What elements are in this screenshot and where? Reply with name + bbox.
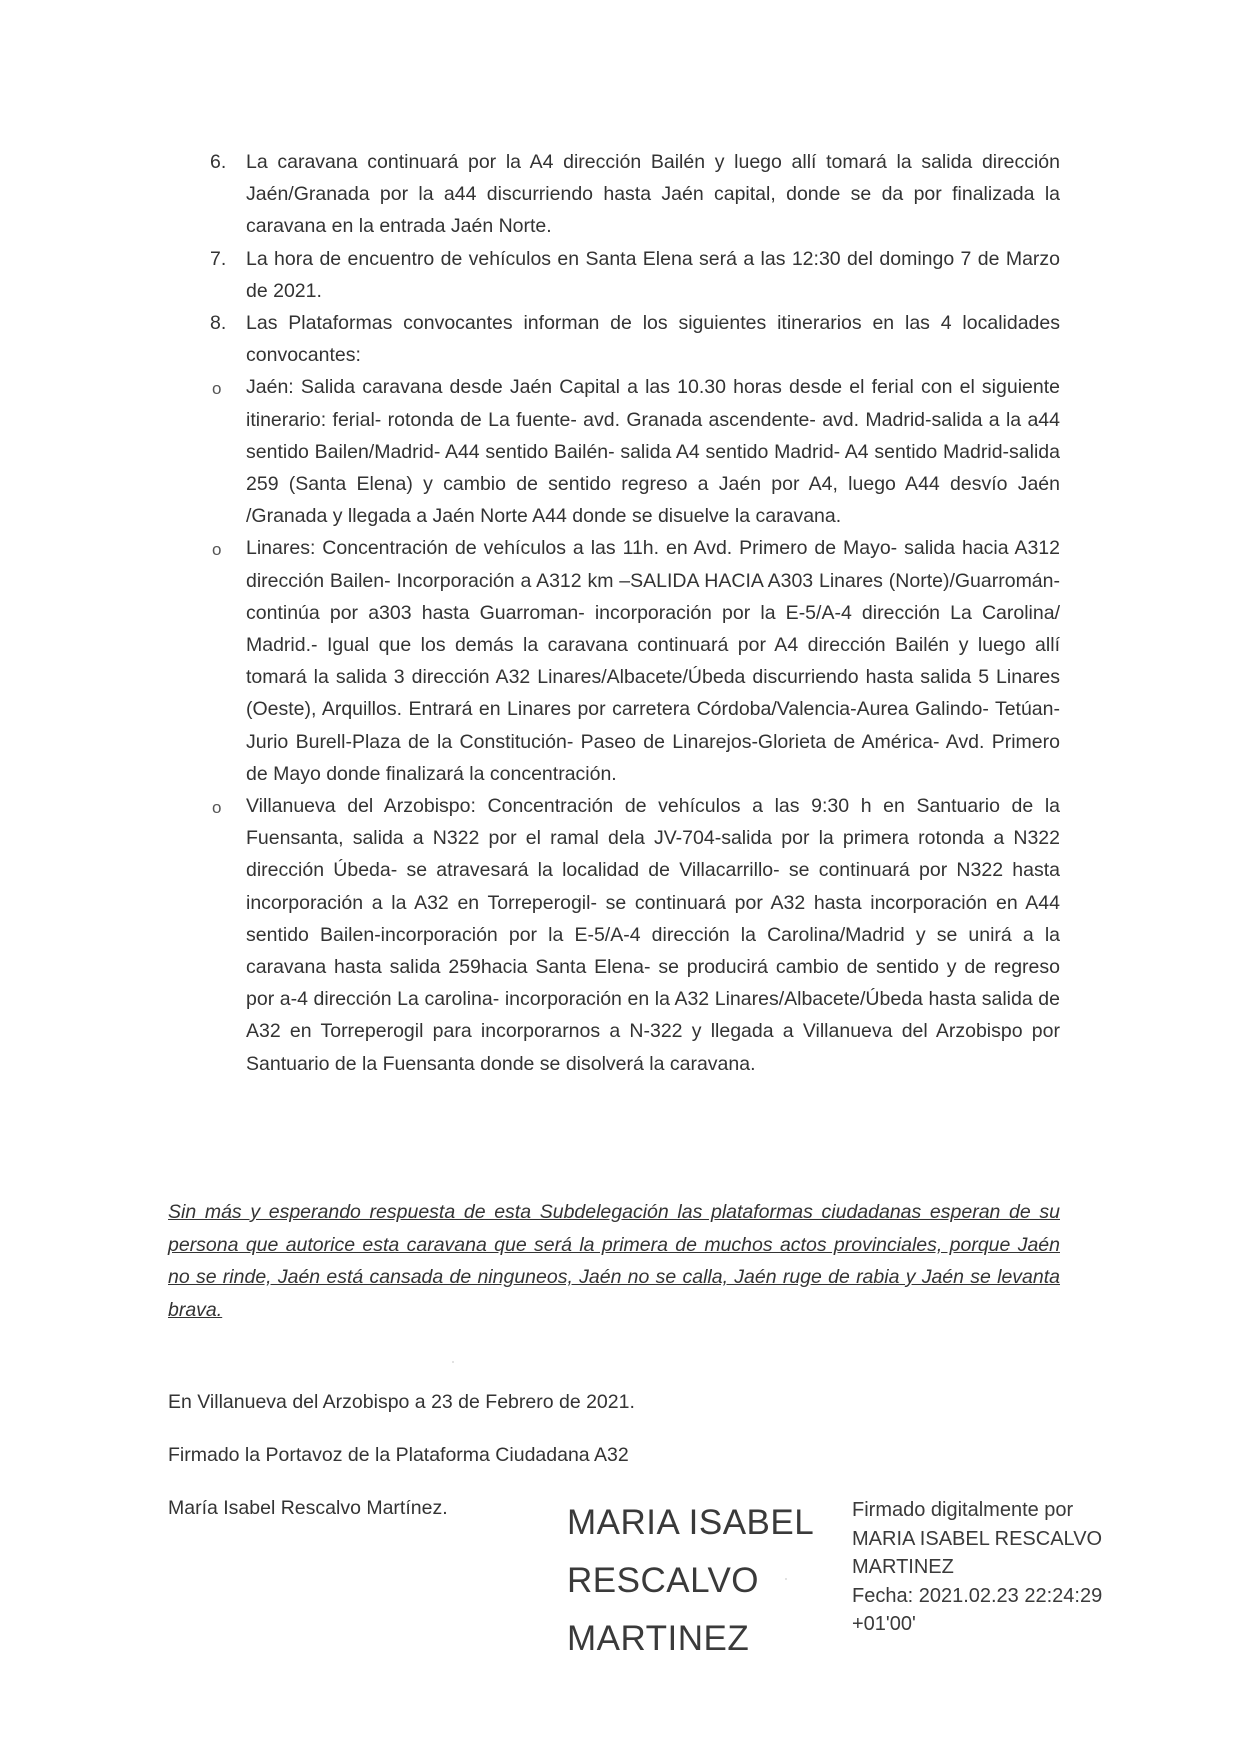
digital-signature-details	[852, 1496, 1102, 1639]
list-item-6	[170, 146, 1060, 243]
itinerary-villanueva	[170, 790, 1060, 1080]
list-item-text: Linares: Concentración de vehículos a las 11h. en Avd. Primero de Mayo- salida hacia A312 dirección Bailen- Incorporación a A312 km –SALIDA HACIA A303 Linares (Norte)/Guarromán- continúa por a303 hasta Guarroman- incorporación por la E-5/A-4 dirección La Carolina/ Madrid.- Igual que los demás la caravana continuará por A4 dirección Bailén y luego allí tomará la salida 3 dirección A32 Linares/Albacete/Úbeda discurriendo hasta salida 5 Linares (Oeste), Arquillos. Entrará en Linares por carretera Córdoba/Valencia-Aurea Galindo- Tetúan-Jurio Burell-Plaza de la Constitución- Paseo de Linarejos-Glorieta de América- Avd. Primero de Mayo donde finalizará la concentración.	[246, 537, 1060, 785]
signed-by-line: Firmado la Portavoz de la Plataforma Ciudadana A32	[168, 1444, 629, 1466]
list-item-text: Villanueva del Arzobispo: Concentración de vehículos a las 9:30 h en Santuario de la Fuensanta, salida a N322 por el ramal dela JV-704-salida por la primera rotonda a N322 dirección Úbeda- se atravesará la localidad de Villacarrillo- se continuará por N322 hasta incorporación a la A32 en Torreperogil- se continuará por A32 hasta incorporación en A44 sentido Bailen-incorporación por la E-5/A-4 dirección la Carolina/Madrid y se unirá a la caravana hasta salida 259hacia Santa Elena- se producirá cambio de sentido y de regreso por a-4 dirección La carolina- incorporación en la A32 Linares/Albacete/Úbeda hasta salida de A32 en Torreperogil para incorporarnos a N-322 y llegada a Villanueva del Arzobispo por Santuario de la Fuensanta donde se disolverá la caravana.	[246, 795, 1060, 1075]
itinerary-linares	[170, 532, 1060, 790]
signer-name: María Isabel Rescalvo Martínez.	[168, 1497, 448, 1519]
signature-detail-line: Fecha: 2021.02.23 22:24:29	[852, 1584, 1103, 1607]
list-item-text: Jaén: Salida caravana desde Jaén Capital a las 10.30 horas desde el ferial con el siguiente itinerario: ferial- rotonda de La fuente- avd. Granada ascendente- avd. Madrid-salida a la a44 sentido Bailen/Madrid- A44 sentido Bailén- salida A4 sentido Madrid- A4 sentido Madrid-salida 259 (Santa Elena) y cambio de sentido regreso a Jaén por A4, luego A44 desvío Jaén /Granada y llegada a Jaén Norte A44 donde se disuelve la caravana.	[246, 376, 1060, 528]
bullet-marker: o	[212, 379, 222, 399]
list-marker: 6.	[210, 151, 227, 173]
signature-detail-line: MARTINEZ	[852, 1556, 954, 1578]
signature-name-line: RESCALVO	[567, 1561, 760, 1600]
list-item-7	[170, 243, 1060, 307]
bullet-marker: o	[212, 798, 222, 818]
signature-detail-line: MARIA ISABEL RESCALVO	[852, 1527, 1103, 1550]
list-item-text: La caravana continuará por la A4 dirección Bailén y luego allí tomará la salida dirección Jaén/Granada por la a44 discurriendo hasta Jaén capital, donde se da por finalizada la caravana en la entrada Jaén Norte.	[246, 151, 1060, 238]
list-marker: 7.	[210, 247, 227, 270]
list-item-8	[170, 307, 1060, 371]
digital-signature-name	[567, 1494, 814, 1668]
closing-paragraph: Sin más y esperando respuesta de esta Subdelegación las plataformas ciudadanas esperan de su persona que autorice esta caravana que será la primera de muchos actos provinciales, porque Jaén no se rinde, Jaén está cansada de ninguneos, Jaén no se calla, Jaén ruge de rabia y Jaén se levanta brava.	[168, 1201, 1060, 1321]
scan-speck	[785, 1578, 787, 1580]
bullet-marker: o	[212, 540, 222, 560]
signature-name-line: MARIA ISABEL	[567, 1503, 815, 1542]
signature-detail-line: Firmado digitalmente por	[852, 1499, 1074, 1521]
itinerary-jaen	[170, 371, 1060, 532]
list-item-text: Las Plataformas convocantes informan de los siguientes itinerarios en las 4 localidades convocantes:	[246, 312, 1060, 367]
signature-name-line: MARTINEZ	[567, 1619, 750, 1658]
signature-detail-line: +01'00'	[852, 1613, 916, 1635]
itinerary-list	[170, 146, 1060, 1080]
scan-speck	[452, 1361, 454, 1363]
place-date: En Villanueva del Arzobispo a 23 de Febrero de 2021.	[168, 1391, 635, 1413]
list-item-text: La hora de encuentro de vehículos en Santa Elena será a las 12:30 del domingo 7 de Marzo de 2021.	[246, 247, 1060, 302]
list-marker: 8.	[210, 312, 227, 335]
